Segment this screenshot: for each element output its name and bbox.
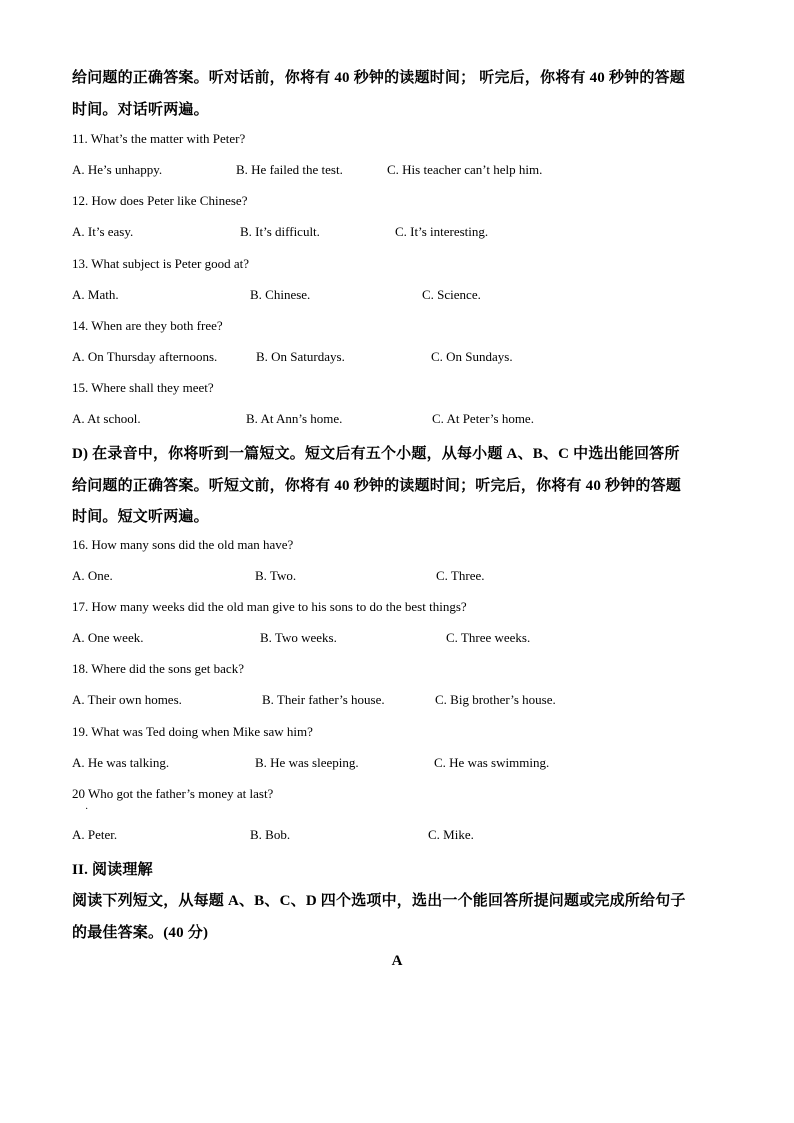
option-11-c: C. His teacher can’t help him.: [387, 162, 543, 177]
question-18: 18. Where did the sons get back?: [72, 661, 244, 676]
option-18-c: C. Big brother’s house.: [435, 692, 556, 707]
option-14-b: B. On Saturdays.: [256, 349, 345, 364]
option-14-a: A. On Thursday afternoons.: [72, 349, 218, 364]
option-18-a: A. Their own homes.: [72, 692, 182, 707]
option-11-b: B. He failed the test.: [236, 162, 343, 177]
option-11-a: A. He’s unhappy.: [72, 162, 163, 177]
question-14: 14. When are they both free?: [72, 318, 223, 333]
option-14-c: C. On Sundays.: [431, 349, 513, 364]
option-18-b: B. Their father’s house.: [262, 692, 385, 707]
question-11: 11. What’s the matter with Peter?: [72, 131, 246, 146]
question-15: 15. Where shall they meet?: [72, 380, 214, 395]
option-17-c: C. Three weeks.: [446, 630, 531, 645]
instruction-line: D) 在录音中，你将听到一篇短文。短文后有五个小题，从每小题 A、B、C 中选出能回答所: [72, 446, 680, 462]
question-20: 20 Who got the father’s money at last?: [72, 786, 274, 801]
instruction-line: 给问题的正确答案。听短文前，你将有 40 秒钟的读题时间；听完后，你将有 40 秒钟的答题: [72, 478, 682, 494]
option-15-b: B. At Ann’s home.: [246, 411, 343, 426]
option-16-b: B. Two.: [255, 568, 297, 583]
option-12-b: B. It’s difficult.: [240, 224, 320, 239]
question-13: 13. What subject is Peter good at?: [72, 256, 250, 271]
option-20-b: B. Bob.: [250, 827, 291, 842]
option-19-c: C. He was swimming.: [434, 755, 550, 770]
option-12-a: A. It’s easy.: [72, 224, 134, 239]
option-15-a: A. At school.: [72, 411, 141, 426]
option-13-b: B. Chinese.: [250, 287, 311, 302]
passage-label: A: [391, 953, 403, 969]
question-17: 17. How many weeks did the old man give to his sons to do the best things?: [72, 599, 467, 614]
section-title: II. 阅读理解: [72, 862, 153, 878]
instruction-line: 阅读下列短文，从每题 A、B、C、D 四个选项中，选出一个能回答所提问题或完成所给句子: [72, 893, 686, 909]
option-17-b: B. Two weeks.: [260, 630, 337, 645]
question-19: 19. What was Ted doing when Mike saw him?: [72, 724, 313, 739]
instruction-line: 给问题的正确答案。听对话前，你将有 40 秒钟的读题时间； 听完后，你将有 40 秒钟的答题: [72, 70, 685, 86]
punctuation-mark: ·: [85, 804, 89, 815]
instruction-line: 时间。对话听两遍。: [72, 102, 209, 118]
option-13-a: A. Math.: [72, 287, 119, 302]
option-20-a: A. Peter.: [72, 827, 118, 842]
question-16: 16. How many sons did the old man have?: [72, 537, 294, 552]
option-19-a: A. He was talking.: [72, 755, 170, 770]
option-12-c: C. It’s interesting.: [395, 224, 489, 239]
instruction-line: 时间。短文听两遍。: [72, 509, 209, 525]
question-12: 12. How does Peter like Chinese?: [72, 193, 248, 208]
option-16-a: A. One.: [72, 568, 113, 583]
option-16-c: C. Three.: [436, 568, 485, 583]
option-17-a: A. One week.: [72, 630, 144, 645]
option-13-c: C. Science.: [422, 287, 481, 302]
option-15-c: C. At Peter’s home.: [432, 411, 534, 426]
instruction-line: 的最佳答案。(40 分): [72, 925, 209, 941]
option-20-c: C. Mike.: [428, 827, 474, 842]
option-19-b: B. He was sleeping.: [255, 755, 359, 770]
